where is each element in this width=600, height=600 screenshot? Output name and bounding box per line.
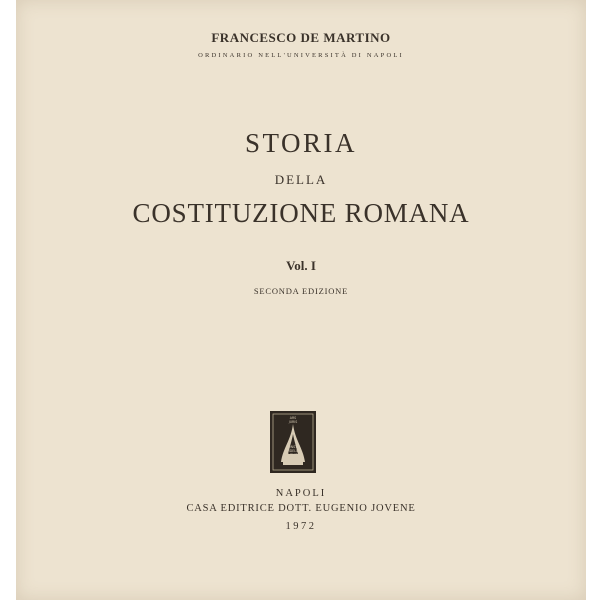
book-title-line3: COSTITUZIONE ROMANA [132,198,470,228]
publisher-device-icon [269,410,317,474]
device-lettering: JURIS [288,420,298,424]
device-lettering: LOMBARDA [283,453,303,457]
device-lettering: ARS [289,416,297,420]
title-page [16,0,586,600]
author-title: ORDINARIO NELL'UNIVERSITÀ DI NAPOLI [198,52,404,59]
imprint-publisher: CASA EDITRICE DOTT. EUGENIO JOVENE [186,503,416,514]
edition-label: SECONDA EDIZIONE [253,286,349,296]
imprint-year: 1972 [285,521,317,532]
device-lettering: FIDELIA [286,449,300,453]
book-title-line2: DELLA [274,172,328,187]
imprint-place: NAPOLI [275,488,327,499]
author-name: FRANCESCO DE MARTINO [211,30,391,45]
device-lettering: CONSTIT [286,445,300,449]
book-title-line1: STORIA [244,128,358,158]
volume-label: Vol. I [286,258,316,273]
